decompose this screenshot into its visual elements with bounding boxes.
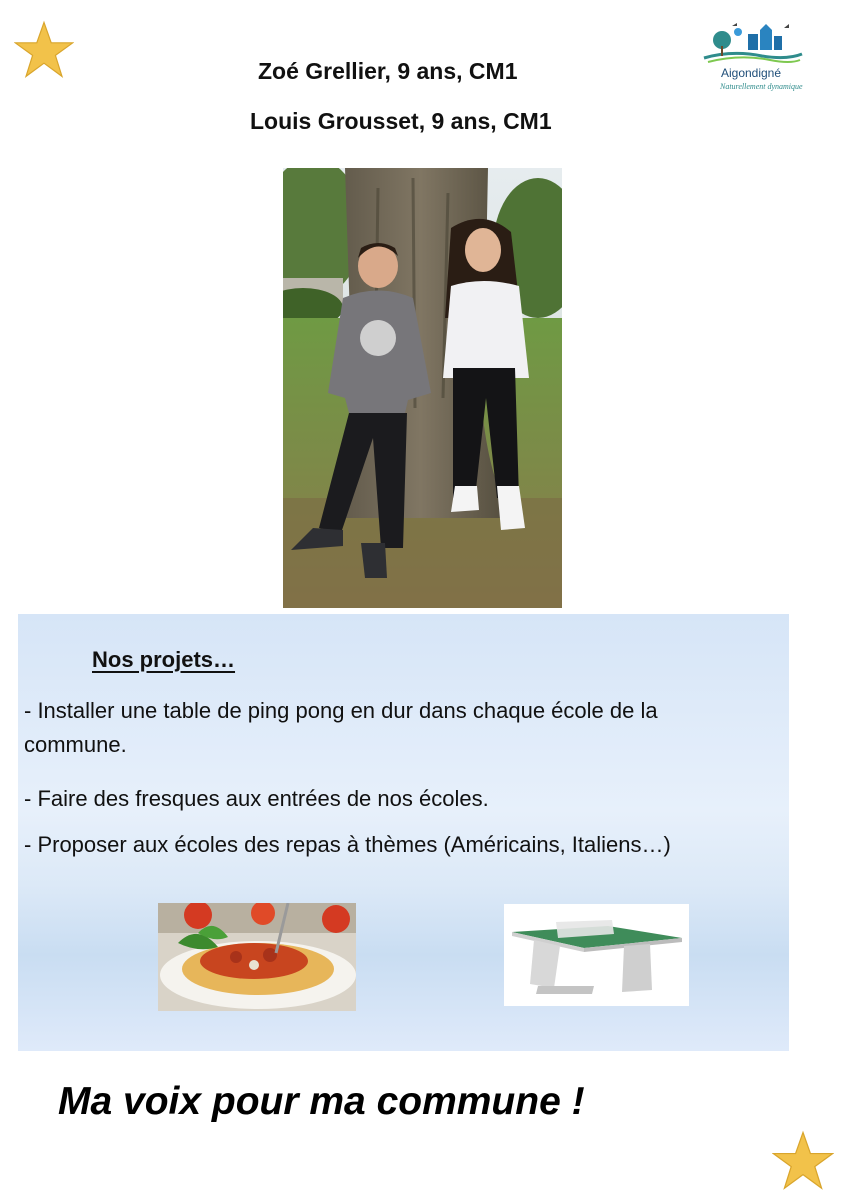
logo-name: Aigondigné — [720, 66, 782, 80]
project-item: - Proposer aux écoles des repas à thèmes (Américains, Italiens…) — [24, 832, 671, 857]
children-photo — [283, 168, 562, 608]
commune-logo — [692, 22, 810, 100]
ping-pong-table-image — [504, 904, 689, 1006]
star-icon — [14, 20, 74, 80]
project-item: - Faire des fresques aux entrées de nos écoles. — [24, 786, 489, 811]
pasta-dish-image — [158, 903, 356, 1011]
student-name-louis: Louis Grousset, 9 ans, CM1 — [250, 108, 552, 134]
slogan: Ma voix pour ma commune ! — [58, 1080, 585, 1123]
project-item: - Installer une table de ping pong en dur dans chaque école de la commune. — [24, 698, 658, 757]
projects-title: Nos projets… — [92, 647, 236, 672]
logo-emblem-icon — [692, 22, 810, 68]
logo-tagline: Naturellement dynamique — [720, 82, 803, 91]
student-name-zoe: Zoé Grellier, 9 ans, CM1 — [258, 58, 518, 84]
star-icon — [772, 1130, 834, 1192]
